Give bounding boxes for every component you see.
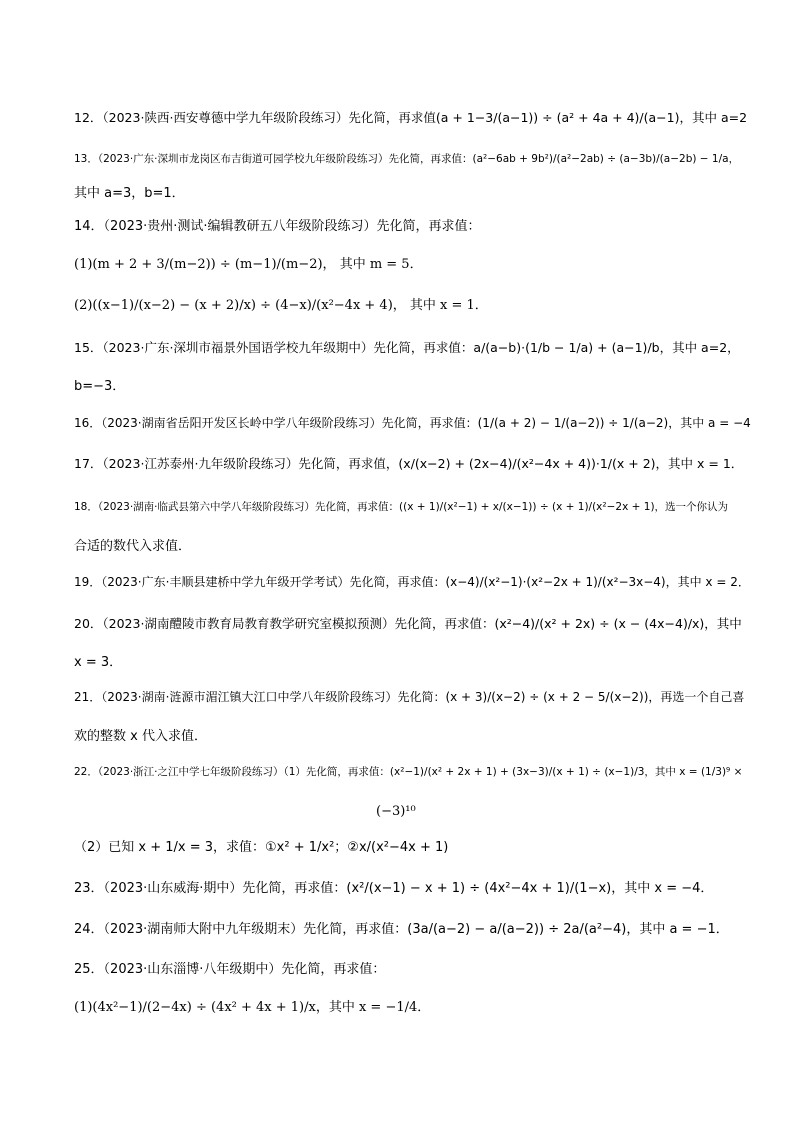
problem-23-line-1: 23．（2023·山东威海·期中）先化简，再求值：(x²/(x−1) − x + 1) ÷ (4x²−4x + 1)/(1−x)，其中 x = −4． (74, 881, 714, 896)
problem-12-line-1: 12．（2023·陕西·西安尊德中学九年级阶段练习）先化简，再求值(a + 1−3/(a−1)) ÷ (a² + 4a + 4)/(a−1)，其中 a=2 (74, 110, 748, 125)
problem-22-part-2: （2）已知 x + 1/x = 3，求值：①x² + 1/x²；②x/(x²−4x + 1) (74, 840, 449, 855)
problem-25-line-1: 25．（2023·山东淄博·八年级期中）先化简，再求值： (74, 962, 386, 977)
problem-16-line-1: 16．（2023·湖南省岳阳开发区长岭中学八年级阶段练习）先化简，再求值：(1/(a + 2) − 1/(a−2)) ÷ 1/(a−2)，其中 a = −4 (74, 416, 751, 430)
problem-14-part-2: (2)((x−1)/(x−2) − (x + 2)/x) ÷ (4−x)/(x²−4x + 4)， 其中 x = 1． (74, 298, 488, 313)
problem-14-part-1: (1)(m + 2 + 3/(m−2)) ÷ (m−1)/(m−2)， 其中 m = 5． (74, 257, 423, 272)
problem-15-line-2: b=−3． (74, 379, 126, 394)
problem-19-line-1: 19．（2023·广东·丰顺县建桥中学九年级开学考试）先化简，再求值：(x−4)/(x²−1)·(x²−2x + 1)/(x²−3x−4)，其中 x = 2． (74, 575, 750, 589)
problem-22-line-2: (−3)¹⁰ (376, 804, 416, 819)
problem-21-line-1: 21．（2023·湖南·涟源市湄江镇大江口中学八年级阶段练习）先化简：(x + 3)/(x−2) ÷ (x + 2 − 5/(x−2))，再选一个自己喜 (74, 690, 745, 704)
problem-18-line-2: 合适的数代入求值． (74, 539, 192, 554)
problem-20-line-2: x = 3． (74, 655, 123, 670)
problem-25-part-1: (1)(4x²−1)/(2−4x) ÷ (4x² + 4x + 1)/x，其中 x = −1/4． (74, 1000, 431, 1015)
problem-14-line-1: 14．（2023·贵州·测试·编辑教研五八年级阶段练习）先化简，再求值： (74, 219, 481, 234)
problem-24-line-1: 24．（2023·湖南师大附中九年级期末）先化简，再求值：(3a/(a−2) − a/(a−2)) ÷ 2a/(a²−4)，其中 a = −1． (74, 922, 729, 937)
problem-13-line-2: 其中 a=3，b=1． (74, 186, 185, 201)
problem-20-line-1: 20．（2023·湖南醴陵市教育局教育教学研究室模拟预测）先化简，再求值：(x²−4)/(x² + 2x) ÷ (x − (4x−4)/x)，其中 (74, 616, 742, 631)
problem-18-line-1: 18．（2023·湖南·临武县第六中学八年级阶段练习）先化简，再求值：((x + 1)/(x²−1) + x/(x−1)) ÷ (x + 1)/(x²−2x + 1)，选一个你认为 (74, 501, 729, 513)
problem-17-line-1: 17．（2023·江苏泰州·九年级阶段练习）先化简，再求值，(x/(x−2) + (2x−4)/(x²−4x + 4))·1/(x + 2)，其中 x = 1． (74, 456, 744, 471)
problem-21-line-2: 欢的整数 x 代入求值． (74, 729, 207, 744)
problem-13-line-1: 13．（2023·广东·深圳市龙岗区布吉街道可园学校九年级阶段练习）先化简，再求值：(a²−6ab + 9b²)/(a²−2ab) ÷ (a−3b)/(a−2b) − 1/a， (74, 153, 740, 165)
problem-22-line-1: 22．（2023·浙江·之江中学七年级阶段练习）（1）先化简，再求值：(x²−1)/(x² + 2x + 1) + (3x−3)/(x + 1) ÷ (x−1)/3，其中 x = (1/3)⁹ × (74, 766, 743, 778)
problem-15-line-1: 15．（2023·广东·深圳市福景外国语学校九年级期中）先化简，再求值：a/(a−b)·(1/b − 1/a) + (a−1)/b，其中 a=2， (74, 340, 740, 355)
